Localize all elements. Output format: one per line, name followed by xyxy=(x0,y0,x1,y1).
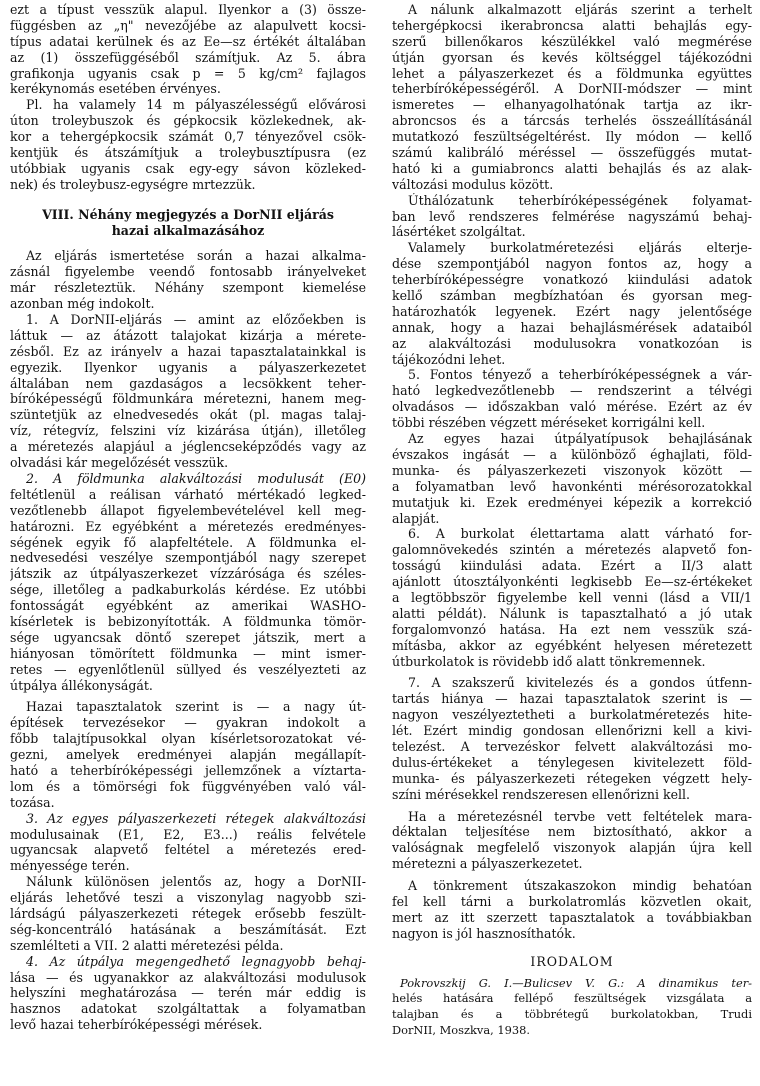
text-line: A tönkrement útszakaszokon mindig behatóan xyxy=(408,878,752,894)
text-line: utóbbiak ugyanis csak egy-egy sávon közleked- xyxy=(10,160,366,176)
text-line: hiányosan tömörített földmunka — mint ismer- xyxy=(10,645,366,661)
text-line: számú kalibráló méréssel — összefüggés mutat- xyxy=(392,145,752,161)
text-line: típus adatai kerülnek és az Ee—sz értékét általában xyxy=(10,33,366,49)
text-line: dulus-értékeket a ténylegesen kivitelezett föld- xyxy=(392,754,752,770)
heading-line: VIII. Néhány megjegyzés a DorNII eljárás xyxy=(42,206,334,222)
text-line: tosságú kiindulási adata. Ezért a II/3 alatt xyxy=(392,558,752,574)
text-line: retes — egyenlőtlenül süllyed és veszélyezteti az xyxy=(10,661,366,677)
text-line: kísérletek is bebizonyították. A földmunka tömör- xyxy=(10,613,366,629)
text-line: munka- és pályaszerkezeti rétegeken végzett hely- xyxy=(392,770,752,786)
text-line: gezni, amelyek eredményei alapján megállapít- xyxy=(10,747,366,763)
references-title: IRODALOM xyxy=(530,953,614,969)
text-line: Hazai tapasztalatok szerint is — a nagy út- xyxy=(26,699,366,715)
paragraph-seasonal-variation xyxy=(392,431,752,526)
text-line: mutatjuk ki. Ezek eredményei képezik a korrekció xyxy=(392,494,752,510)
text-line: az alakváltozási modulusokra vonatkozóan is xyxy=(392,335,752,351)
text-line: kerékynomás esetében érvényes. xyxy=(10,81,221,97)
text-line: lása — és ugyanakkor az alakváltozási modulusok xyxy=(10,969,366,985)
paragraph-type-basis xyxy=(10,2,366,97)
text-line: Ha a méretezésnél tervbe vett feltételek mara- xyxy=(408,808,752,824)
text-line: olvadásos — időszakban való mérése. Ezért az év xyxy=(392,399,752,415)
text-line: nedvesedési veszélye szempontjából nagy szerepet xyxy=(10,550,366,566)
point-6 xyxy=(392,526,752,669)
paragraph-trolleybus-example xyxy=(10,97,366,192)
text-line: az (1) összefüggéséből számítjuk. Az 5. ábra xyxy=(10,49,366,65)
text-line: láttuk — az átázott talajokat kizárja a mérete- xyxy=(10,327,366,343)
text-line: fontosságát egyébként az amerikai WASHO- xyxy=(10,598,366,614)
text-line: határozhatók legyenek. Ezért nagy jelentősége xyxy=(392,303,752,319)
right-column xyxy=(392,0,752,1039)
text-line: sége ugyancsak döntő szerepet játszik, mert a xyxy=(10,629,366,645)
left-column xyxy=(10,0,366,1033)
text-line: nagyon veszélyeztetheti a burkolatméretezés hite- xyxy=(392,707,752,723)
text-line: határozni. Ez egyébként a méretezés eredményes- xyxy=(10,518,366,534)
text-line: játszik az útpályaszerkezet vízzárósága és széles- xyxy=(10,566,366,582)
text-line: ség-koncentráló hatásának a beszámítását. Ezt xyxy=(10,921,366,937)
text-line: lét. Ezért mindig gondosan ellenőrizni kell a kivi- xyxy=(392,723,752,739)
text-line: Nálunk különösen jelentős az, hogy a DorNII- xyxy=(26,874,366,890)
text-line: ugyancsak alapvető feltétel a méretezés ered- xyxy=(10,842,366,858)
text-line: zésből. Ez az irányelv a hazai tapasztalatainkkal is xyxy=(10,343,366,359)
text-line: ezt a típust vesszük alapul. Ilyenkor a (3) össze- xyxy=(10,2,366,17)
text-line: ismeretes — elhanyagolhatónak tartja az ikr- xyxy=(392,97,752,113)
text-line: Valamely burkolatméretezési eljárás elterje- xyxy=(408,240,752,256)
point-3 xyxy=(10,811,366,875)
text-line: egyezik. Ilyenkor ugyanis a pályaszerkezetet xyxy=(10,359,366,375)
text-line: helyszíni meghatározása — terén már eddig is xyxy=(10,985,366,1001)
text-line: Úthálózatunk teherbíróképességének folyamat- xyxy=(408,192,752,208)
text-line: útburkolatok is rövidebb idő alatt tönkremennek. xyxy=(392,653,706,669)
text-line: 6. A burkolat élettartama alatt várható for- xyxy=(408,526,752,542)
text-line: kor a tehergépkocsik számát 0,7 tényezővel csök- xyxy=(10,129,366,145)
text-line: valóságnak megfelelő viszonyok alapján újra kell xyxy=(392,840,752,856)
text-line: fel kell tárni a burkolatromlás közvetlen okait, xyxy=(392,893,752,909)
section-heading xyxy=(10,207,366,239)
text-line: galomnövekedés szintén a méretezés alapvető fon- xyxy=(392,542,752,558)
text-line: lásértéket szolgáltat. xyxy=(392,224,526,240)
paragraph-deflection-measurement xyxy=(392,2,752,193)
text-line: modulusainak (E1, E2, E3...) reális felvétele xyxy=(10,826,366,842)
text-line: grafikonja ugyanis csak p = 5 kg/cm² fajlagos xyxy=(10,65,366,81)
text-line: a méretezés alapjául a jéglencseképződés vagy az xyxy=(10,439,366,455)
text-line: mutatkozó feszültségeltérést. Ily módon — kellő xyxy=(392,129,752,145)
text-line: szerű billenőkaros készülékkel való megmérése xyxy=(392,33,752,49)
text-line: lom és a tömörségi fok függvényében való vál- xyxy=(10,778,366,794)
point-7 xyxy=(392,675,752,802)
reference-line: talajban és a többrétegű burkolatokban, Trudi xyxy=(392,1007,752,1022)
text-line: forgalomvonzó hatása. Ha ezt nem vesszük szá- xyxy=(392,621,752,637)
text-line: ható a teherbíróképességi jellemzőnek a víztarta- xyxy=(10,762,366,778)
text-line: tozása. xyxy=(10,794,55,810)
text-line: 5. Fontos tényező a teherbíróképességnek a vár- xyxy=(408,367,752,383)
text-line: úton troleybuszok és gépkocsik közlekednek, ak- xyxy=(10,113,366,129)
text-line: abroncsos és a tárcsás terhelés összeállításánál xyxy=(392,113,752,129)
text-line: teherbíróképességre vonatkozó kiindulási adatok xyxy=(392,272,752,288)
text-line: munka- és pályaszerkezeti viszonyok között — xyxy=(392,462,752,478)
paragraph-failed-sections xyxy=(392,878,752,942)
text-line: déktalan teljesítése nem biztosítható, akkor a xyxy=(392,824,752,840)
text-line: teherbíróképességéről. A DorNII-módszer — mint xyxy=(392,81,752,97)
reference-entry xyxy=(392,976,752,1040)
text-line: a legtöbbször figyelembe kell venni (lásd a VII/1 xyxy=(392,589,752,605)
text-line: ményessége terén. xyxy=(10,858,130,874)
text-line: 7. A szakszerű kivitelezés és a gondos útfenn- xyxy=(408,675,752,691)
point-2 xyxy=(10,471,366,693)
text-line: 3. Az egyes pályaszerkezeti rétegek alakváltozási xyxy=(26,810,366,826)
text-line: függésben az „η" nevezőjébe az alapulvett kocsi- xyxy=(10,17,366,33)
text-line: annak, hogy a hazai behajlásmérések adataiból xyxy=(392,319,752,335)
text-line: alapját. xyxy=(392,510,440,526)
text-line: kentjük és átszámítjuk a troleybusztípusra (ez xyxy=(10,145,366,161)
text-line: kellő számban megbízhatóan és gyorsan meg- xyxy=(392,288,752,304)
text-line: általában nem gazdaságos a lecsökkent teher- xyxy=(10,375,366,391)
text-line: levő hazai teherbíróképességi mérések. xyxy=(10,1017,263,1033)
text-line: feltétlenül a reálisan várható mértékadó legked- xyxy=(10,486,366,502)
text-line: ban levő rendszeres felmérése nagyszámú behaj- xyxy=(392,208,752,224)
reference-line: Pokrovszkij G. I.—Bulicsev V. G.: A dinamikus ter- xyxy=(400,975,752,990)
text-line: Az egyes hazai útpályatípusok behajlásának xyxy=(408,431,752,447)
paragraph-soil-experiments xyxy=(10,699,366,810)
text-line: ható legkedvezőtlenebb — rendszerint a télvégi xyxy=(392,383,752,399)
text-line: telezést. A tervezéskor felvett alakváltozási mo- xyxy=(392,738,752,754)
text-line: tartás hiánya — hazai tapasztalatok szerint is — xyxy=(392,691,752,707)
text-line: már részleteztük. Néhány szempont kiemelése xyxy=(10,280,366,296)
text-line: szemlélteti a VII. 2 alatti méretezési példa. xyxy=(10,937,284,953)
text-line: szüntetjük az elnedvesedés okát (pl. magas talaj- xyxy=(10,407,366,423)
point-4 xyxy=(10,954,366,1033)
text-line: nek) és troleybusz-egységre mrtezzük. xyxy=(10,176,256,192)
reference-line: helés hatására fellépő feszültségek vizsgálata a xyxy=(392,991,752,1006)
text-line: a folyamatban levő havonkénti mérésorozatokkal xyxy=(392,478,752,494)
text-line: víz, rétegvíz, felszini víz kizárása útján), illetőleg xyxy=(10,423,366,439)
paragraph-network-survey xyxy=(392,193,752,241)
point-1 xyxy=(10,312,366,471)
text-line: tájékozódni lehet. xyxy=(392,351,506,367)
text-line: dése szempontjából nagyon fontos az, hogy a xyxy=(392,256,752,272)
text-line: Az eljárás ismertetése során a hazai alkalma- xyxy=(26,248,366,264)
point-5 xyxy=(392,367,752,431)
paragraph-design-method-spread xyxy=(392,240,752,367)
text-line: nagyon is jól hasznosíthatók. xyxy=(392,925,576,941)
text-line: építések tervezésekor — gyakran indokolt a xyxy=(10,715,366,731)
text-line: változási modulus között. xyxy=(392,176,554,192)
text-line: méretezni a pályaszerkezetet. xyxy=(392,856,583,872)
text-line: sége, illetőleg a padkaburkolás kérdése. Ez utóbbi xyxy=(10,582,366,598)
text-line: 2. A földmunka alakváltozási modulusát (E0) xyxy=(26,470,366,486)
paragraph-conditions xyxy=(392,809,752,873)
text-line: azonban még indokolt. xyxy=(10,296,155,312)
text-line: ható ki a gumiabroncs alatti behajlás és az alak- xyxy=(392,160,752,176)
text-line: útján gyorsan és kevés költséggel tájékozódni xyxy=(392,49,752,65)
text-line: eljárás lehetővé teszi a viszonylag nagyobb szi- xyxy=(10,890,366,906)
text-line: 4. Az útpálya megengedhető legnagyobb behaj- xyxy=(26,953,366,969)
text-line: olvadási kár megelőzését vesszük. xyxy=(10,455,229,471)
paragraph-overview xyxy=(10,248,366,312)
reference-line: DorNII, Moszkva, 1938. xyxy=(392,1023,530,1038)
text-line: zásnál figyelembe veendő fontosabb irányelveket xyxy=(10,264,366,280)
paragraph-dornii-advantage xyxy=(10,874,366,953)
text-line: többi részében végzett méréseket korrigálni kell. xyxy=(392,415,706,431)
text-line: hasznos adatokat szolgáltattak a folyamatban xyxy=(10,1001,366,1017)
text-line: Pl. ha valamely 14 m pályaszélességű elővárosi xyxy=(26,97,366,113)
text-line: alatti példát). Nálunk is tapasztalható a jó utak xyxy=(392,605,752,621)
text-line: ajánlott útosztályonkénti legkisebb Ee—sz-értékeket xyxy=(392,574,752,590)
text-line: évszakos ingását — a különböző éghajlati, föld- xyxy=(392,446,752,462)
text-line: útpálya állékonyságát. xyxy=(10,677,153,693)
text-line: 1. A DorNII-eljárás — amint az előzőekben is xyxy=(26,312,366,328)
text-line: tehergépkocsi ikerabroncsa alatti behajlás egy- xyxy=(392,17,752,33)
text-line: lehet a pályaszerkezet és a földmunka együttes xyxy=(392,65,752,81)
text-line: vezőtlenebb állapot figyelembevételével kell meg- xyxy=(10,502,366,518)
text-line: színi mérésekkel rendszeresen ellenőrizni kell. xyxy=(392,786,691,802)
text-line: mert az itt szerzett tapasztalatok a továbbiakban xyxy=(392,909,752,925)
text-line: lárdságú pályaszerkezeti rétegek erősebb feszült- xyxy=(10,905,366,921)
text-line: bíróképességű földmunkára méretezni, hanem meg- xyxy=(10,391,366,407)
text-line: mításba, akkor az egyébként helyesen méretezett xyxy=(392,637,752,653)
heading-line: hazai alkalmazásához xyxy=(111,222,265,238)
text-line: ségének egyik fő alapfeltétele. A földmunka el- xyxy=(10,534,366,550)
text-line: A nálunk alkalmazott eljárás szerint a terhelt xyxy=(408,2,752,17)
text-line: főbb talajtípusokkal olyan kísérletsorozatokat vé- xyxy=(10,731,366,747)
